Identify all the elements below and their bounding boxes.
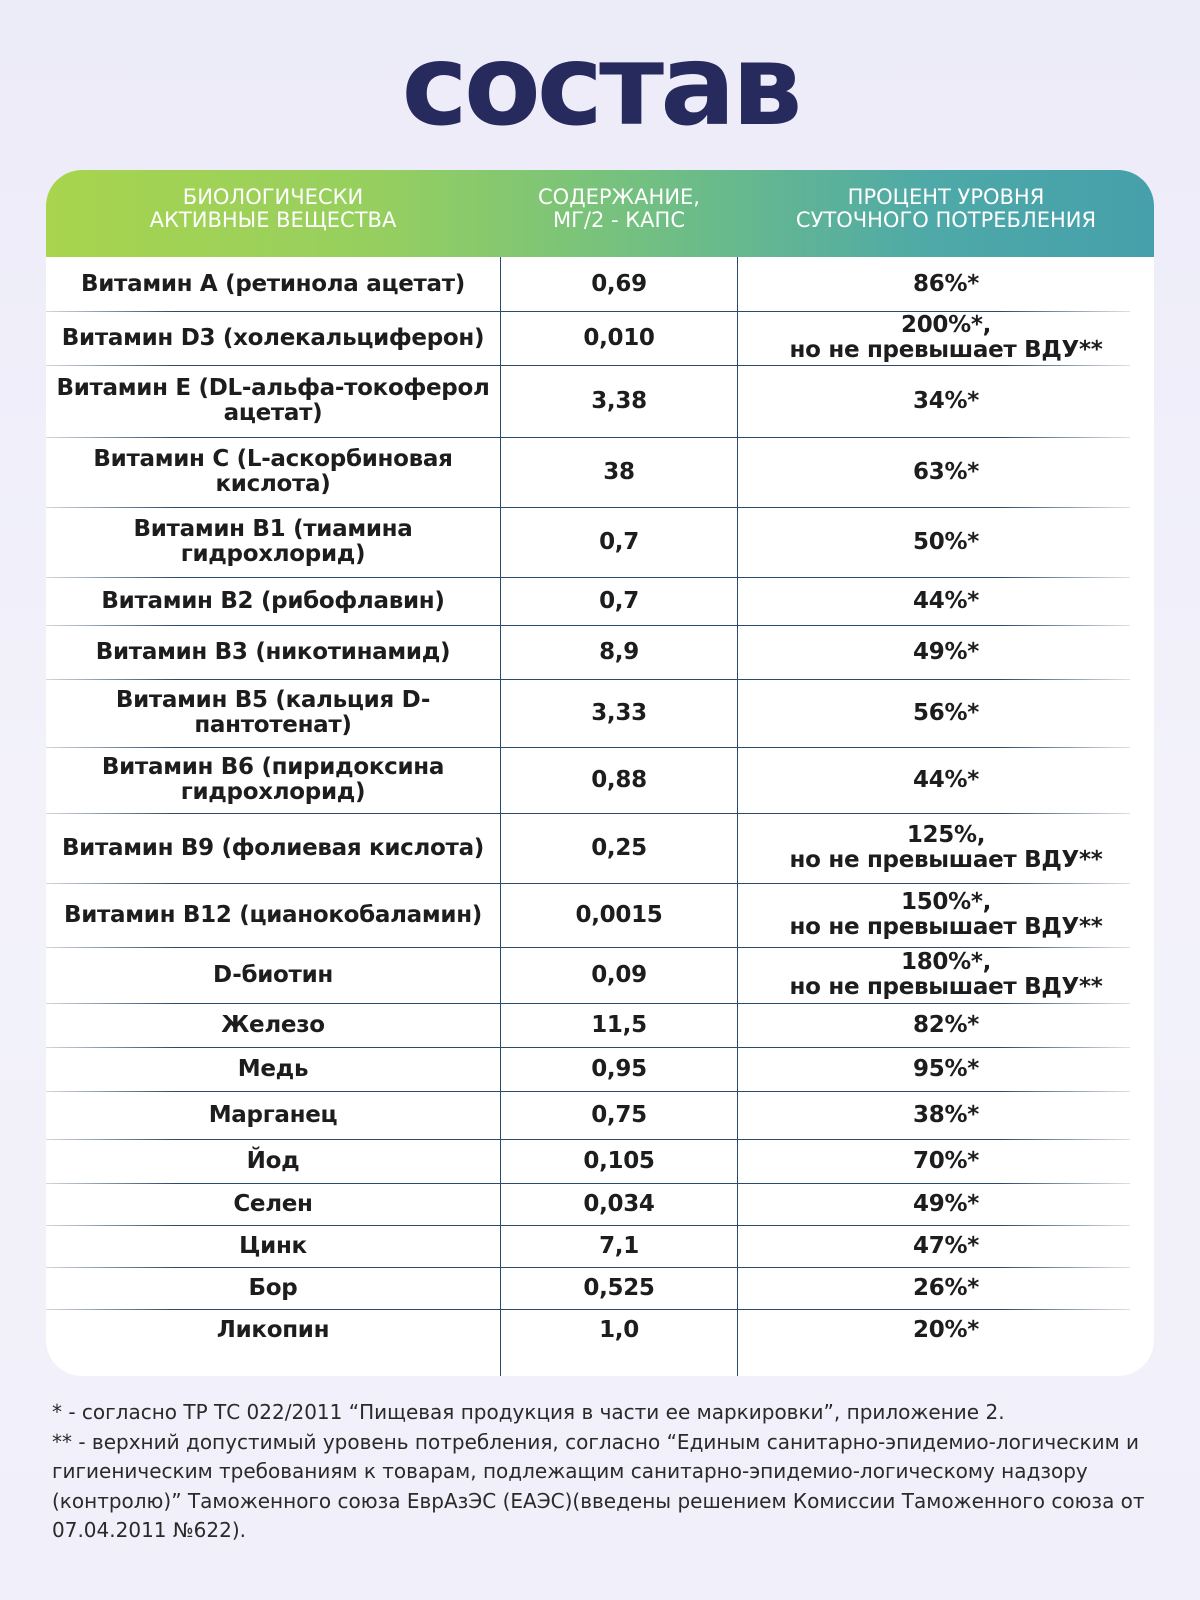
header-content-line-1: СОДЕРЖАНИЕ,	[538, 185, 700, 209]
substance-amount: 11,5	[591, 1011, 647, 1038]
table-row	[46, 1183, 1154, 1225]
daily-percent: 26%*	[913, 1274, 979, 1301]
table-row	[46, 577, 1154, 625]
daily-percent: 50%*	[913, 528, 979, 555]
daily-percent: 95%*	[913, 1055, 979, 1082]
header-substances-line-1: БИОЛОГИЧЕСКИ	[182, 185, 364, 209]
daily-percent: 86%*	[913, 270, 979, 297]
substance-name: Витамин Е (DL-альфа-токоферол ацетат)	[56, 375, 490, 426]
table-row	[46, 1003, 1154, 1047]
table-row	[46, 1309, 1154, 1351]
substance-amount: 8,9	[599, 638, 639, 665]
substance-name: D-биотин	[213, 961, 333, 988]
daily-percent: 38%*	[913, 1101, 979, 1128]
substance-name: Витамин В5 (кальция D-пантотенат)	[115, 687, 431, 738]
daily-percent: 180%*, но не превышает ВДУ**	[789, 949, 1103, 1000]
substance-amount: 1,0	[599, 1316, 639, 1343]
column-divider	[500, 257, 501, 1376]
daily-percent: 44%*	[913, 587, 979, 614]
substance-amount: 7,1	[599, 1232, 639, 1259]
table-row	[46, 679, 1154, 747]
substance-name: Витамин В12 (цианокобаламин)	[63, 901, 483, 928]
table-row	[46, 1047, 1154, 1091]
substance-amount: 0,010	[583, 324, 655, 351]
table-row	[46, 365, 1154, 437]
daily-percent: 82%*	[913, 1011, 979, 1038]
substance-amount: 0,7	[599, 587, 639, 614]
substance-amount: 0,25	[591, 834, 647, 861]
substance-name: Йод	[246, 1147, 300, 1174]
header-substances	[46, 186, 500, 232]
table-row	[46, 1091, 1154, 1139]
substance-amount: 3,33	[591, 699, 647, 726]
daily-percent: 70%*	[913, 1147, 979, 1174]
substance-name: Витамин В1 (тиамина гидрохлорид)	[133, 516, 413, 567]
substance-amount: 0,95	[591, 1055, 647, 1082]
daily-percent: 150%*, но не превышает ВДУ**	[789, 889, 1103, 940]
substance-amount: 3,38	[591, 387, 647, 414]
daily-percent: 63%*	[913, 458, 979, 485]
header-content-line-2: МГ/2 - КАПС	[552, 208, 686, 232]
substance-name: Железо	[221, 1011, 325, 1038]
table-header	[46, 170, 1154, 257]
table-row	[46, 1139, 1154, 1183]
table-row	[46, 437, 1154, 507]
composition-table	[46, 170, 1154, 1376]
footnote-2: ** - верхний допустимый уровень потребления, согласно “Единым санитарно-эпидемио-логическим и гигиеническим требованиям к товарам, подлежащим санитарно-эпидемио-логическому надзору (контролю)” Таможенного союза ЕврАзЭС (ЕАЭС)(введены решением Комиссии Таможенного союза от 07.04.2011 №622).	[52, 1429, 1145, 1542]
daily-percent: 47%*	[913, 1232, 979, 1259]
daily-percent: 56%*	[913, 699, 979, 726]
substance-name: Витамин В9 (фолиевая кислота)	[61, 834, 485, 861]
daily-percent: 34%*	[913, 387, 979, 414]
substance-name: Марганец	[208, 1101, 338, 1128]
substance-name: Ликопин	[216, 1316, 330, 1343]
daily-percent: 49%*	[913, 1190, 979, 1217]
header-content	[501, 186, 737, 232]
daily-percent: 125%, но не превышает ВДУ**	[789, 822, 1103, 873]
table-row	[46, 257, 1154, 311]
substance-name: Витамин D3 (холекальциферон)	[61, 324, 485, 351]
substance-amount: 38	[603, 458, 635, 485]
daily-percent: 44%*	[913, 766, 979, 793]
table-body	[46, 257, 1154, 1351]
header-percent	[738, 186, 1154, 232]
table-row	[46, 507, 1154, 577]
substance-amount: 0,88	[591, 766, 647, 793]
substance-name: Витамин С (L-аскорбиновая кислота)	[93, 446, 453, 497]
substance-name: Витамин А (ретинола ацетат)	[81, 270, 465, 297]
substance-amount: 0,69	[591, 270, 647, 297]
table-row	[46, 625, 1154, 679]
substance-name: Витамин В6 (пиридоксина гидрохлорид)	[101, 754, 445, 805]
substance-name: Медь	[237, 1055, 309, 1082]
footnote-1: * - согласно ТР ТС 022/2011 “Пищевая продукция в части ее маркировки”, приложение 2.	[52, 1400, 1005, 1424]
table-row	[46, 747, 1154, 813]
daily-percent: 49%*	[913, 638, 979, 665]
substance-name: Цинк	[239, 1232, 307, 1259]
footnotes	[52, 1398, 1162, 1546]
substance-amount: 0,0015	[575, 901, 663, 928]
page-title: состав	[401, 21, 799, 151]
header-substances-line-2: АКТИВНЫЕ ВЕЩЕСТВА	[149, 208, 397, 232]
header-percent-line-1: ПРОЦЕНТ УРОВНЯ	[847, 185, 1045, 209]
table-row	[46, 311, 1154, 365]
table-row	[46, 813, 1154, 883]
substance-amount: 0,525	[583, 1274, 655, 1301]
column-divider	[737, 257, 738, 1376]
substance-amount: 0,7	[599, 528, 639, 555]
daily-percent: 20%*	[913, 1316, 979, 1343]
substance-name: Селен	[233, 1190, 313, 1217]
table-row	[46, 947, 1154, 1003]
substance-name: Витамин В3 (никотинамид)	[95, 638, 451, 665]
header-percent-line-2: СУТОЧНОГО ПОТРЕБЛЕНИЯ	[795, 208, 1097, 232]
table-row	[46, 1267, 1154, 1309]
substance-amount: 0,75	[591, 1101, 647, 1128]
table-row	[46, 1225, 1154, 1267]
substance-name: Витамин В2 (рибофлавин)	[101, 587, 445, 614]
daily-percent: 200%*, но не превышает ВДУ**	[789, 312, 1103, 363]
substance-amount: 0,09	[591, 961, 647, 988]
table-row	[46, 883, 1154, 947]
substance-amount: 0,034	[583, 1190, 655, 1217]
substance-name: Бор	[248, 1274, 298, 1301]
substance-amount: 0,105	[583, 1147, 655, 1174]
